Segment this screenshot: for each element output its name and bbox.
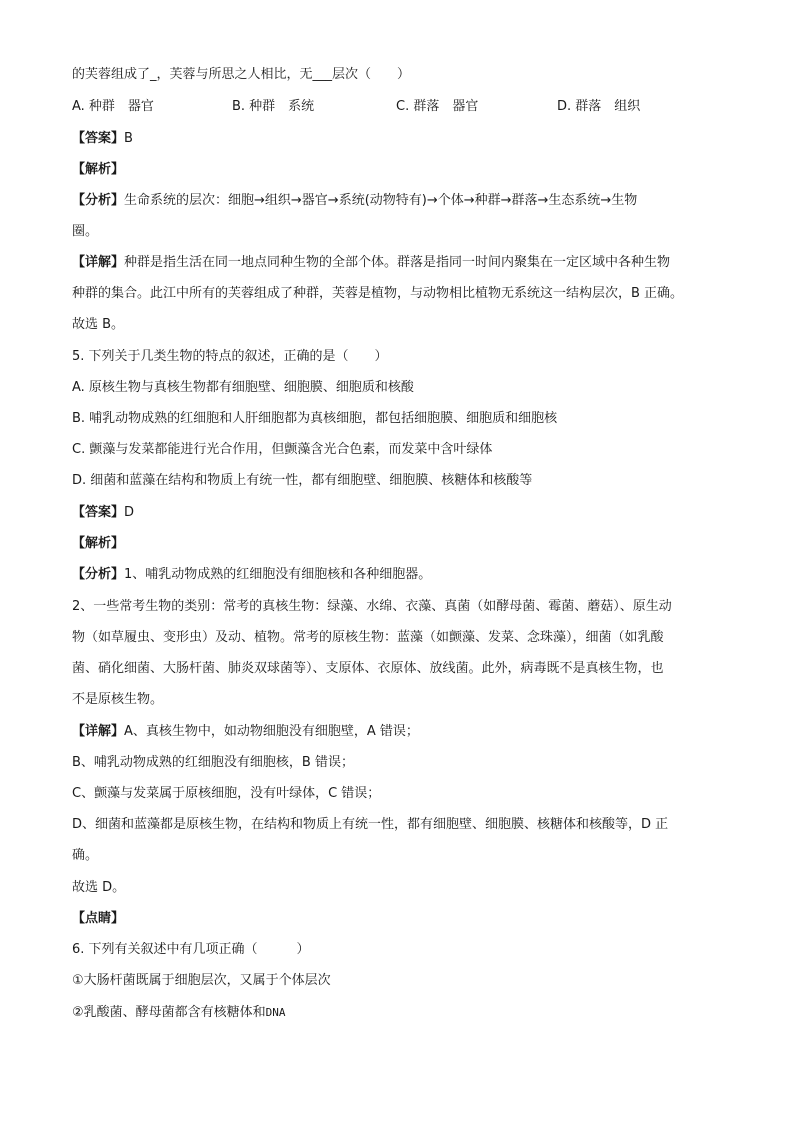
q5-conclusion: 故选 D。 xyxy=(72,880,126,895)
q4-stem-end: 的芙蓉组成了_，芙蓉与所思之人相比，无___层次（ ） xyxy=(72,67,411,82)
q5-xiangjie-line-a xyxy=(72,722,419,742)
q6-stem: 6. 下列有关叙述中有几项正确（ ） xyxy=(72,942,310,957)
q5-option-d: D. 细菌和蓝藻在结构和物质上有统一性，都有细胞壁、细胞膜、核糖体和核酸等 xyxy=(72,473,533,488)
q5-fenxi-line-4: 菌、硝化细菌、大肠杆菌、肺炎双球菌等）、支原体、衣原体、放线菌。此外，病毒既不是真核生物，也 xyxy=(72,661,664,676)
q5-fenxi-line-2: 2、一些常考生物的类别：常考的真核生物：绿藻、水绵、衣藻、真菌（如酵母菌、霉菌、蘑菇）、原生动 xyxy=(72,599,672,614)
q5-dianjing-heading xyxy=(72,909,124,929)
q4-conclusion: 故选 B。 xyxy=(72,317,125,332)
q5-fenxi-text-1: 1、哺乳动物成熟的红细胞没有细胞核和各种细胞器。 xyxy=(124,567,432,582)
q6-item-2 xyxy=(72,1003,286,1023)
q4-xiangjie-text-1: 种群是指生活在同一地点同种生物的全部个体。群落是指同一时间内聚集在一定区域中各种生物 xyxy=(124,255,671,270)
q4-fenxi-line-1 xyxy=(72,191,637,211)
xiangjie-tag: 【详解】 xyxy=(72,255,125,270)
q5-fenxi-line-5: 不是原核生物。 xyxy=(72,692,164,707)
analysis-tag: 【解析】 xyxy=(72,536,125,551)
answer-tag: 【答案】 xyxy=(72,505,125,520)
q6-item-1: ①大肠杆菌既属于细胞层次，又属于个体层次 xyxy=(72,973,331,988)
q6-item-2-text: ②乳酸菌、酵母菌都含有核糖体和 xyxy=(72,1005,266,1020)
q4-analysis-heading xyxy=(72,160,124,180)
fenxi-tag: 【分析】 xyxy=(72,567,125,582)
q5-stem: 5. 下列关于几类生物的特点的叙述，正确的是（ ） xyxy=(72,349,388,364)
analysis-tag: 【解析】 xyxy=(72,162,125,177)
q5-xiangjie-line-d2: 确。 xyxy=(72,848,99,863)
q5-xiangjie-line-d1: D、细菌和蓝藻都是原核生物，在结构和物质上有统一性，都有细胞壁、细胞膜、核糖体和核酸等，D 正 xyxy=(72,817,669,832)
q4-option-c: C. 群落 器官 xyxy=(396,99,479,114)
q5-fenxi-line-3: 物（如草履虫、变形虫）及动、植物。常考的原核生物：蓝藻（如颤藻、发菜、念珠藻），细菌（如乳酸 xyxy=(72,630,664,645)
q4-fenxi-text-1: 生命系统的层次：细胞→组织→器官→系统(动物特有)→个体→种群→群落→生态系统→生物 xyxy=(124,193,638,208)
q5-xiangjie-line-c: C、颤藻与发菜属于原核细胞，没有叶绿体，C 错误； xyxy=(72,786,381,801)
q5-analysis-heading xyxy=(72,534,124,554)
q5-option-b: B. 哺乳动物成熟的红细胞和人肝细胞都为真核细胞，都包括细胞膜、细胞质和细胞核 xyxy=(72,411,558,426)
q4-answer-line xyxy=(72,129,133,149)
q5-option-a: A. 原核生物与真核生物都有细胞壁、细胞膜、细胞质和核酸 xyxy=(72,380,414,395)
xiangjie-tag: 【详解】 xyxy=(72,724,125,739)
q4-xiangjie-line-1 xyxy=(72,253,670,273)
q5-answer-value: D xyxy=(124,505,135,520)
fenxi-tag: 【分析】 xyxy=(72,193,125,208)
q6-item-2-dna: DNA xyxy=(265,1006,286,1019)
q4-fenxi-line-2: 圈。 xyxy=(72,224,99,239)
q4-option-a: A. 种群 器官 xyxy=(72,99,154,114)
q5-xiangjie-line-b: B、哺乳动物成熟的红细胞没有细胞核，B 错误； xyxy=(72,755,354,770)
q5-option-c: C. 颤藻与发菜都能进行光合作用，但颤藻含光合色素，而发菜中含叶绿体 xyxy=(72,442,493,457)
q4-option-d: D. 群落 组织 xyxy=(557,99,641,114)
q5-fenxi-line-1 xyxy=(72,565,431,585)
q4-option-b: B. 种群 系统 xyxy=(232,99,315,114)
q4-answer-value: B xyxy=(124,131,133,146)
q5-answer-line xyxy=(72,503,134,523)
dianjing-tag: 【点睛】 xyxy=(72,911,125,926)
q5-xiangjie-text-a: A、真核生物中，如动物细胞没有细胞壁，A 错误； xyxy=(124,724,419,739)
answer-tag: 【答案】 xyxy=(72,131,125,146)
q4-xiangjie-line-2: 种群的集合。此江中所有的芙蓉组成了种群，芙蓉是植物，与动物相比植物无系统这一结构层次，B 正确。 xyxy=(72,286,684,301)
